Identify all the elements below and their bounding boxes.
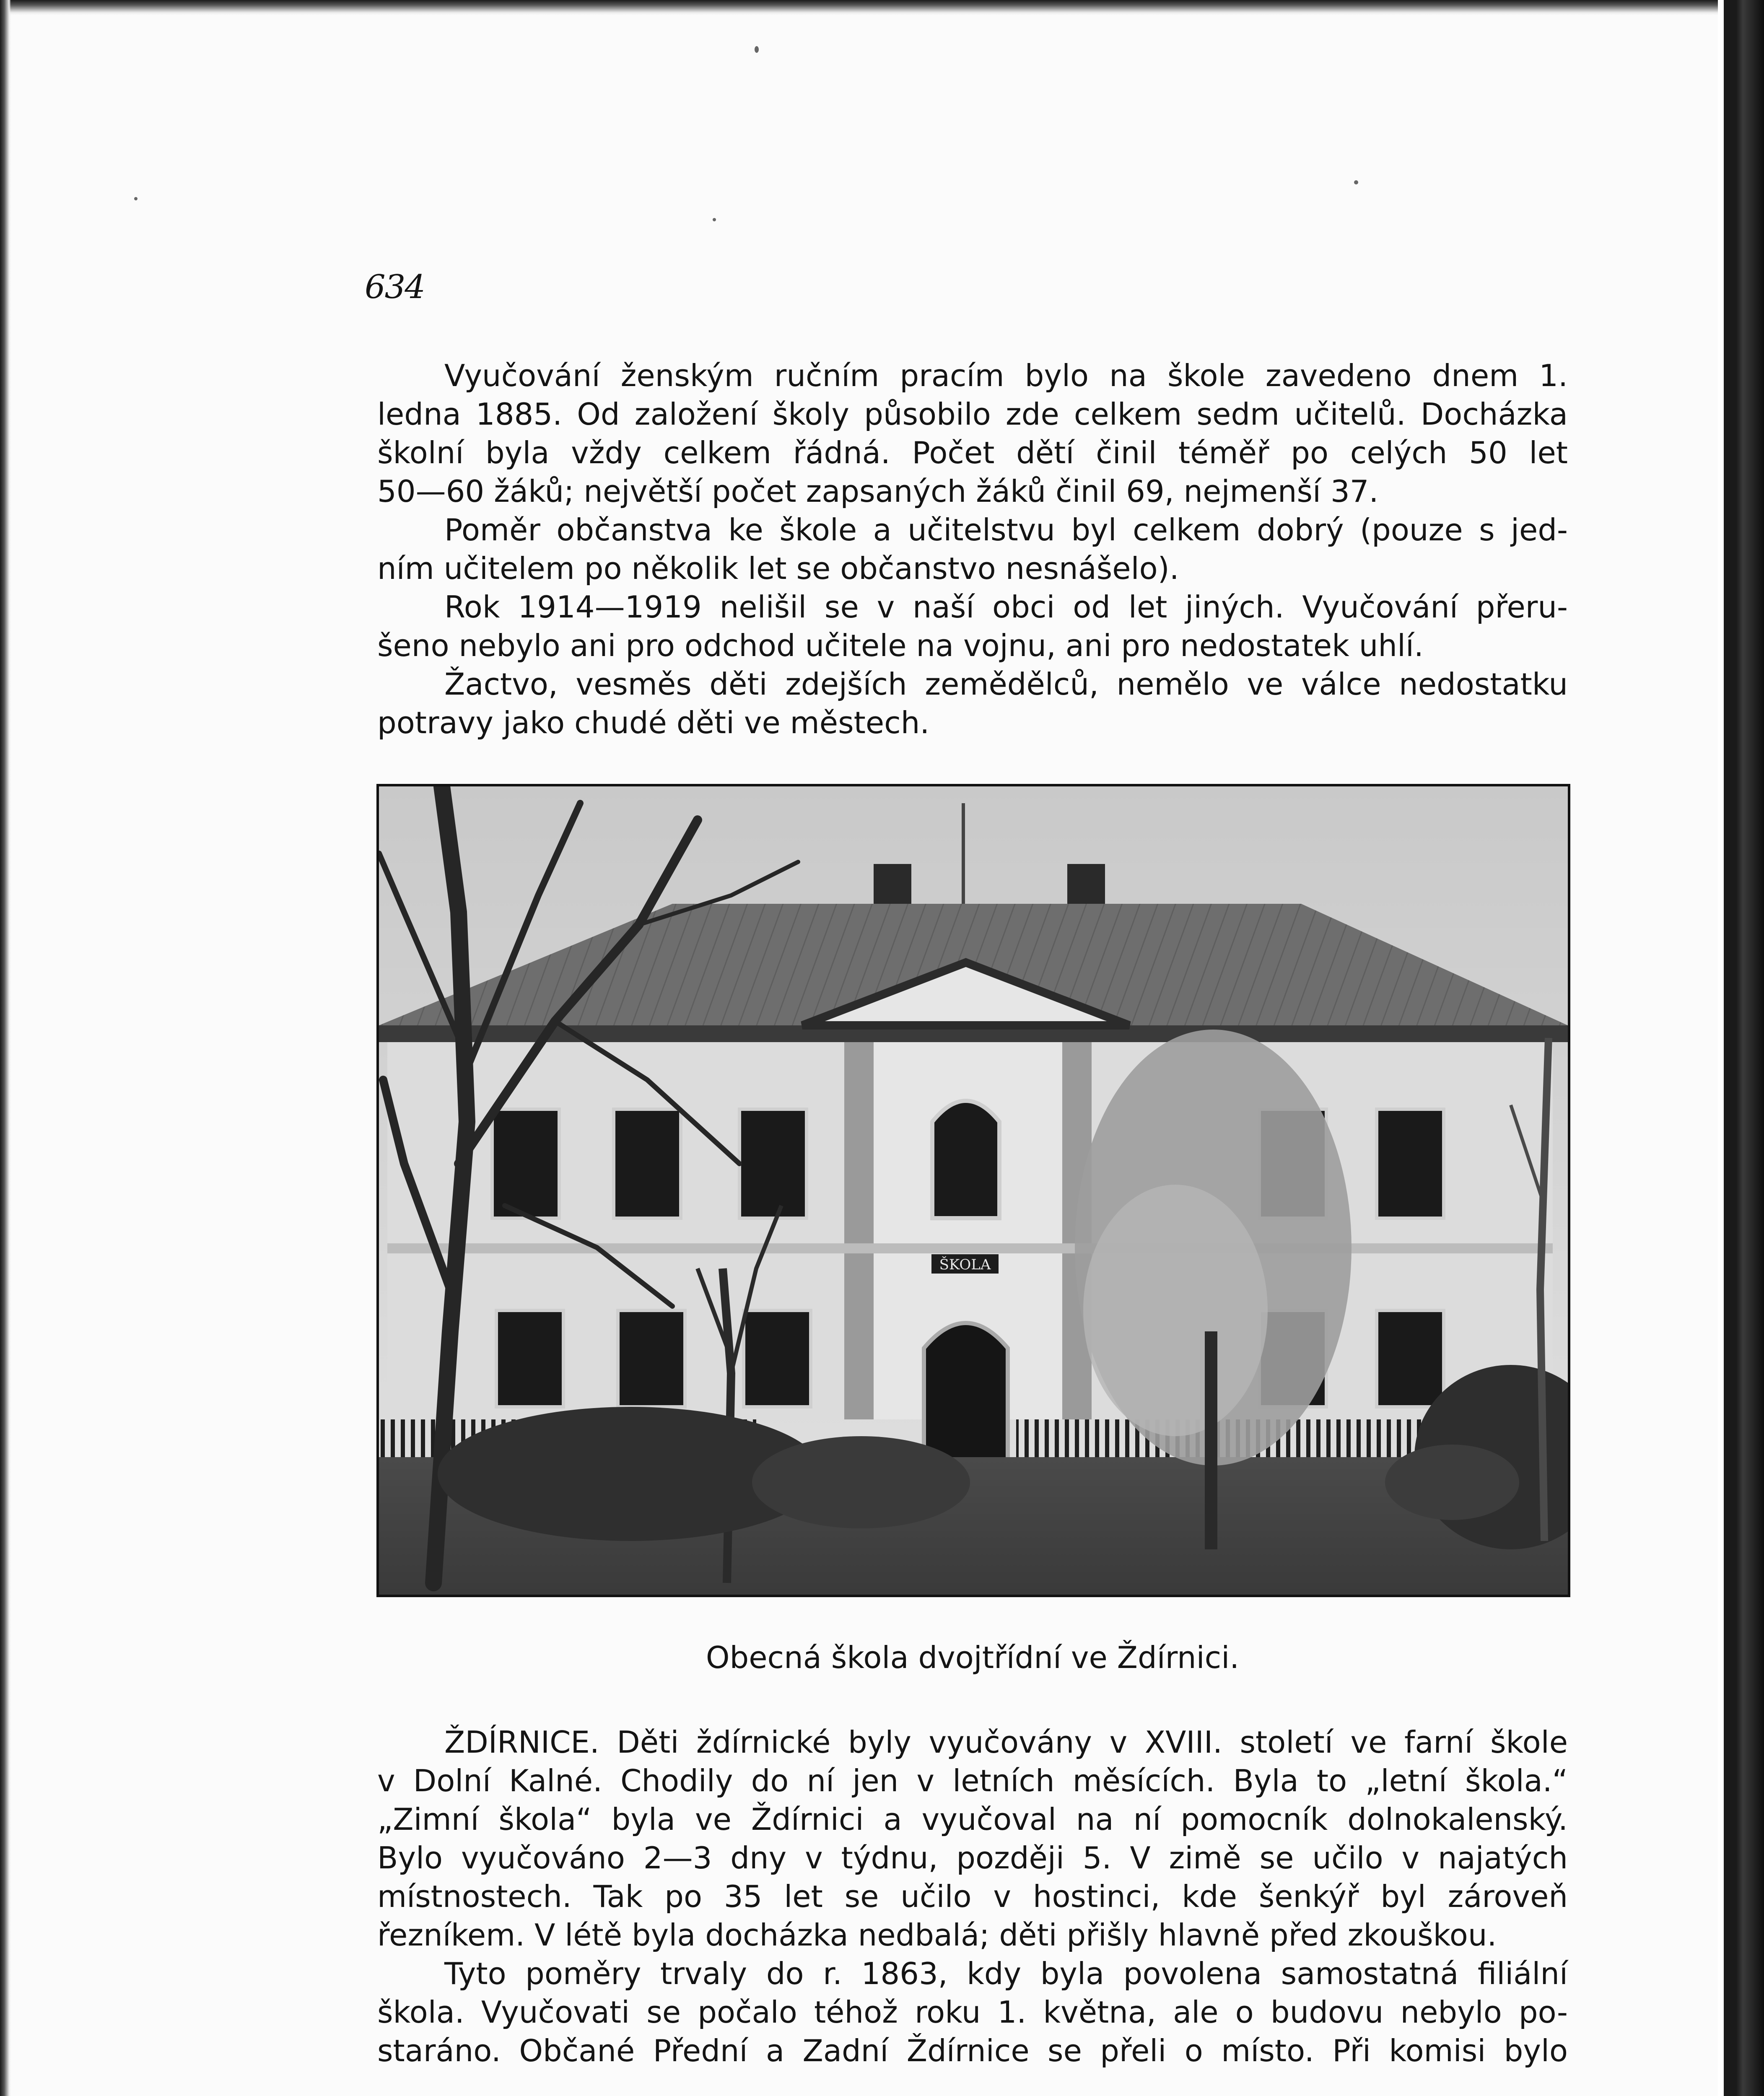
school-photo-illustration [379, 786, 1568, 1595]
text-line: „Zimní škola“ byla ve Ždírnici a vyučoval na ní pomocník dolnokalenský. [377, 1802, 1568, 1837]
entrance-door [924, 1323, 1008, 1466]
text-line: Tyto poměry trvaly do r. 1863, kdy byla povolena samostatná filiální [444, 1956, 1568, 1991]
text-line: řezníkem. V létě byla docházka nedbalá; děti přišly hlavně před zkouškou. [377, 1917, 1497, 1953]
text-line: potravy jako chudé děti ve městech. [377, 705, 930, 740]
scan-speck [713, 218, 716, 221]
text-line: ledna 1885. Od založení školy působilo zde celkem sedm učitelů. Docházka [377, 397, 1568, 432]
lower-text-block [377, 1723, 1568, 2070]
text-line: 50—60 žáků; největší počet zapsaných žáků činil 69, nejmenší 37. [377, 474, 1379, 509]
cornice [387, 1243, 1553, 1253]
text-line: ním učitelem po několik let se občanstvo nesnášelo). [377, 551, 1179, 586]
text-line: Rok 1914—1919 nelišil se v naší obci od let jiných. Vyučování přeru- [444, 589, 1568, 625]
chimney [874, 864, 911, 910]
pilaster-left [844, 1042, 874, 1419]
book-spine-edge [1718, 0, 1764, 2096]
text-line: ŽDÍRNICE. Děti ždírnické byly vyučovány v XVIII. století ve farní škole [444, 1725, 1568, 1760]
scan-left-edge [0, 0, 11, 2096]
photo-caption: Obecná škola dvojtřídní ve Ždírnici. [706, 1640, 1240, 1675]
school-sign-text: ŠKOLA [939, 1256, 991, 1273]
text-line: Vyučování ženským ručním pracím bylo na škole zavedeno dnem 1. [444, 358, 1568, 393]
scan-speck [134, 197, 137, 200]
page-number: 634 [365, 268, 425, 306]
text-line: Poměr občanstva ke škole a učitelstvu byl celkem dobrý (pouze s jed- [444, 512, 1568, 547]
flag-pole [962, 803, 965, 921]
text-line: Bylo vyučováno 2—3 dny v týdnu, později 5. V zimě se učilo v najatých [377, 1840, 1568, 1876]
upper-text-block [377, 356, 1568, 742]
text-line: v Dolní Kalné. Chodily do ní jen v letních měsících. Byla to „letní škola.“ [377, 1763, 1568, 1798]
text-line: místnostech. Tak po 35 let se učilo v hostinci, kde šenkýř byl zároveň [377, 1879, 1568, 1914]
text-line: škola. Vyučovati se počalo téhož roku 1. května, ale o budovu nebylo po- [377, 1995, 1568, 2030]
text-line: školní byla vždy celkem řádná. Počet dětí činil téměř po celých 50 let [377, 435, 1568, 470]
scan-top-shadow [0, 0, 1718, 15]
scan-speck [1354, 180, 1358, 184]
central-arched-window [932, 1101, 999, 1218]
text-line: staráno. Občané Přední a Zadní Ždírnice se přeli o místo. Při komisi bylo [377, 2033, 1568, 2068]
text-line: Žactvo, vesměs děti zdejších zemědělců, nemělo ve válce nedostatku [444, 667, 1568, 702]
chimney [1067, 864, 1105, 910]
school-building-photo [376, 784, 1570, 1597]
scan-speck [755, 46, 759, 53]
text-line: šeno nebylo ani pro odchod učitele na vojnu, ani pro nedostatek uhlí. [377, 628, 1424, 663]
